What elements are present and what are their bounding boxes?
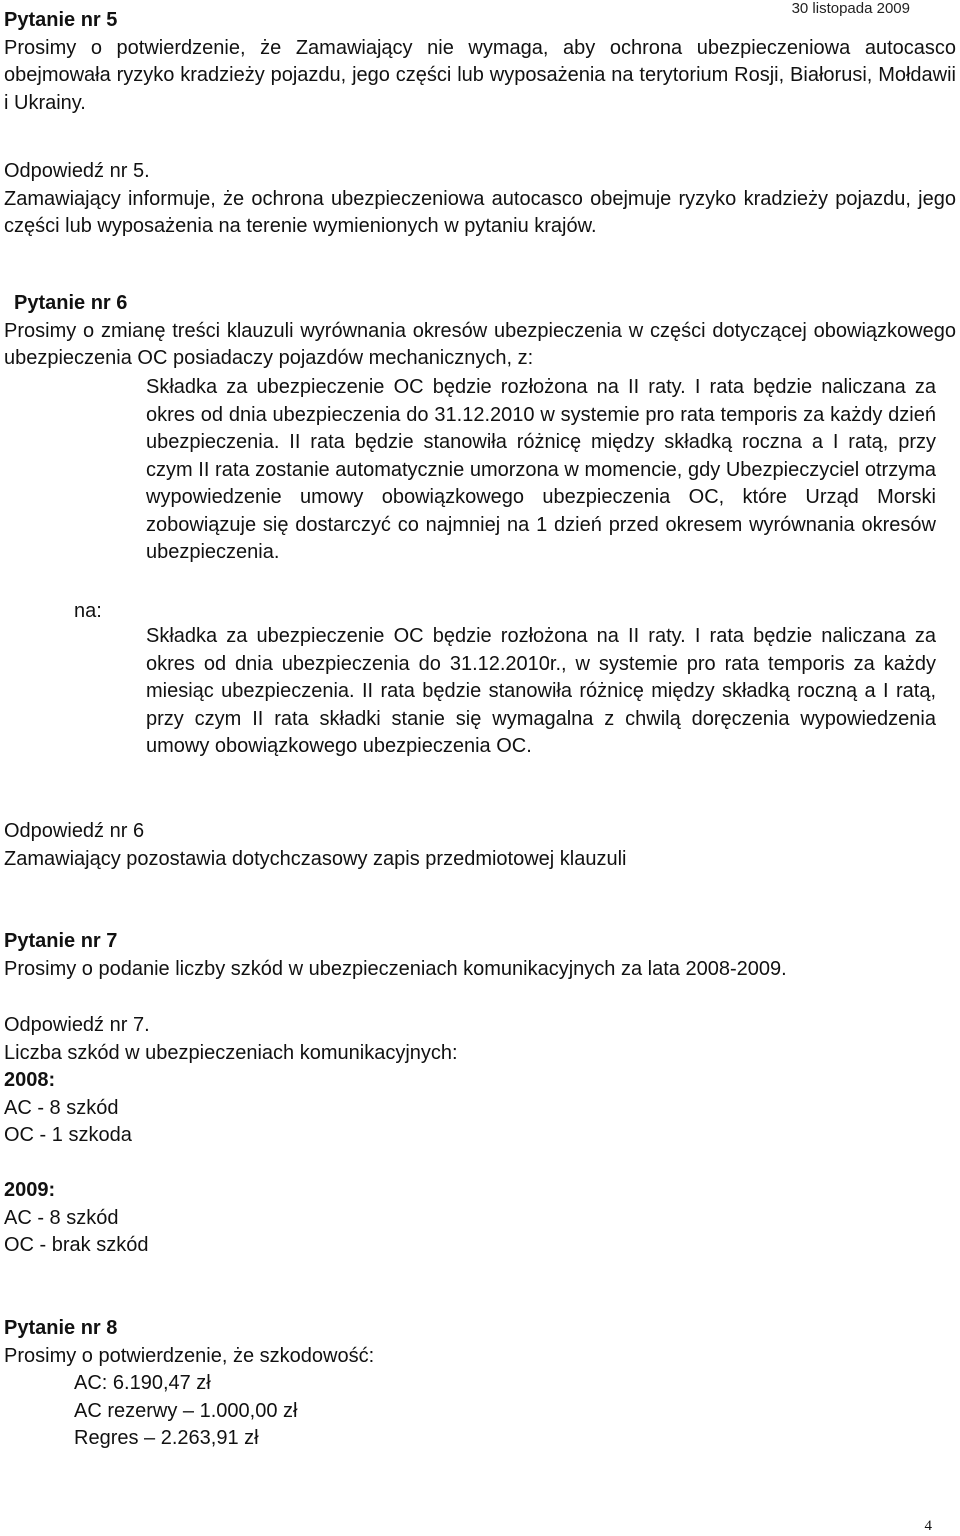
answer-6-title: Odpowiedź nr 6 <box>4 820 145 842</box>
question-8-list <box>74 1370 297 1453</box>
answer-7-2009-oc: OC - brak szkód <box>4 1234 149 1256</box>
answer-7-year-2009: 2009: <box>4 1179 56 1201</box>
page-number: 4 <box>924 1518 932 1534</box>
question-8-title: Pytanie nr 8 <box>4 1317 118 1339</box>
question-7-text: Prosimy o podanie liczby szkód w ubezpieczeniach komunikacyjnych za lata 2008-2009. <box>4 957 787 980</box>
answer-7 <box>4 1012 956 1150</box>
answer-7-title: Odpowiedź nr 7. <box>4 1014 150 1036</box>
question-7 <box>4 928 956 983</box>
answer-5 <box>4 158 956 241</box>
answer-6 <box>4 818 956 873</box>
question-5-title: Pytanie nr 5 <box>4 9 118 31</box>
question-8 <box>4 1315 956 1370</box>
question-8-text: Prosimy o potwierdzenie, że szkodowość: <box>4 1344 375 1367</box>
answer-7-year-2008: 2008: <box>4 1069 56 1091</box>
question-8-ac-reserve: AC rezerwy – 1.000,00 zł <box>74 1399 298 1422</box>
answer-7-intro: Liczba szkód w ubezpieczeniach komunikacyjnych: <box>4 1041 458 1064</box>
question-7-title: Pytanie nr 7 <box>4 930 118 952</box>
question-6 <box>4 290 956 373</box>
question-8-ac: AC: 6.190,47 zł <box>74 1372 211 1394</box>
question-5-text: Prosimy o potwierdzenie, że Zamawiający nie wymaga, aby ochrona ubezpieczeniowa autocasco obejmowała ryzyko kradzieży pojazdu, jego części lub wyposażenia na terytorium Rosji, Białorusi, Mołdawii i Ukrainy. <box>4 36 956 114</box>
question-6-na-label: na: <box>74 600 102 622</box>
answer-6-text: Zamawiający pozostawia dotychczasowy zapis przedmiotowej klauzuli <box>4 847 627 870</box>
answer-7-2008-oc: OC - 1 szkoda <box>4 1124 132 1146</box>
question-6-from-text: Składka za ubezpieczenie OC będzie rozłożona na II raty. I rata będzie naliczana za okres od dnia ubezpieczenia do 31.12.2010 w systemie pro rata temporis za każdy dzień ubezpieczenia. II rata będzie stanowiła różnicę między składką roczna a I ratą, przy czym II rata zostanie automatycznie umorzona w momencie, gdy Ubezpieczyciel otrzyma wypowiedzenie umowy obowiązkowego ubezpieczenia OC, które Urząd Morski zobowiązuje się dostarczyć co najmniej na 1 dzień przed okresem wyrównania okresów ubezpieczenia. <box>146 376 936 563</box>
answer-7-2008-ac: AC - 8 szkód <box>4 1096 119 1119</box>
question-6-text: Prosimy o zmianę treści klauzuli wyrównania okresów ubezpieczenia w części dotyczącej obowiązkowego ubezpieczenia OC posiadaczy pojazdów mechanicznych, z: <box>4 319 956 369</box>
question-8-recourse: Regres – 2.263,91 zł <box>74 1427 259 1449</box>
answer-7-2009-ac: AC - 8 szkód <box>4 1206 119 1229</box>
question-6-to-text: Składka za ubezpieczenie OC będzie rozłożona na II raty. I rata będzie naliczana za okres od dnia ubezpieczenia do 31.12.2010r., w systemie pro rata temporis za każdy miesiąc ubezpieczenia. II rata będzie stanowiła różnicę między składką roczną a I ratą, przy czym II rata składki stanie się wymagalna z chwilą doręczenia wypowiedzenia umowy obowiązkowego ubezpieczenia OC. <box>146 625 936 757</box>
answer-5-text: Zamawiający informuje, że ochrona ubezpieczeniowa autocasco obejmuje ryzyko kradzieży pojazdu, jego części lub wyposażenia na terenie wymienionych w pytaniu krajów. <box>4 187 956 237</box>
answer-7-2009 <box>4 1177 956 1260</box>
document-date: 30 listopada 2009 <box>791 0 910 17</box>
question-5 <box>4 7 956 117</box>
answer-5-title: Odpowiedź nr 5. <box>4 160 150 182</box>
question-6-title: Pytanie nr 6 <box>14 292 128 314</box>
